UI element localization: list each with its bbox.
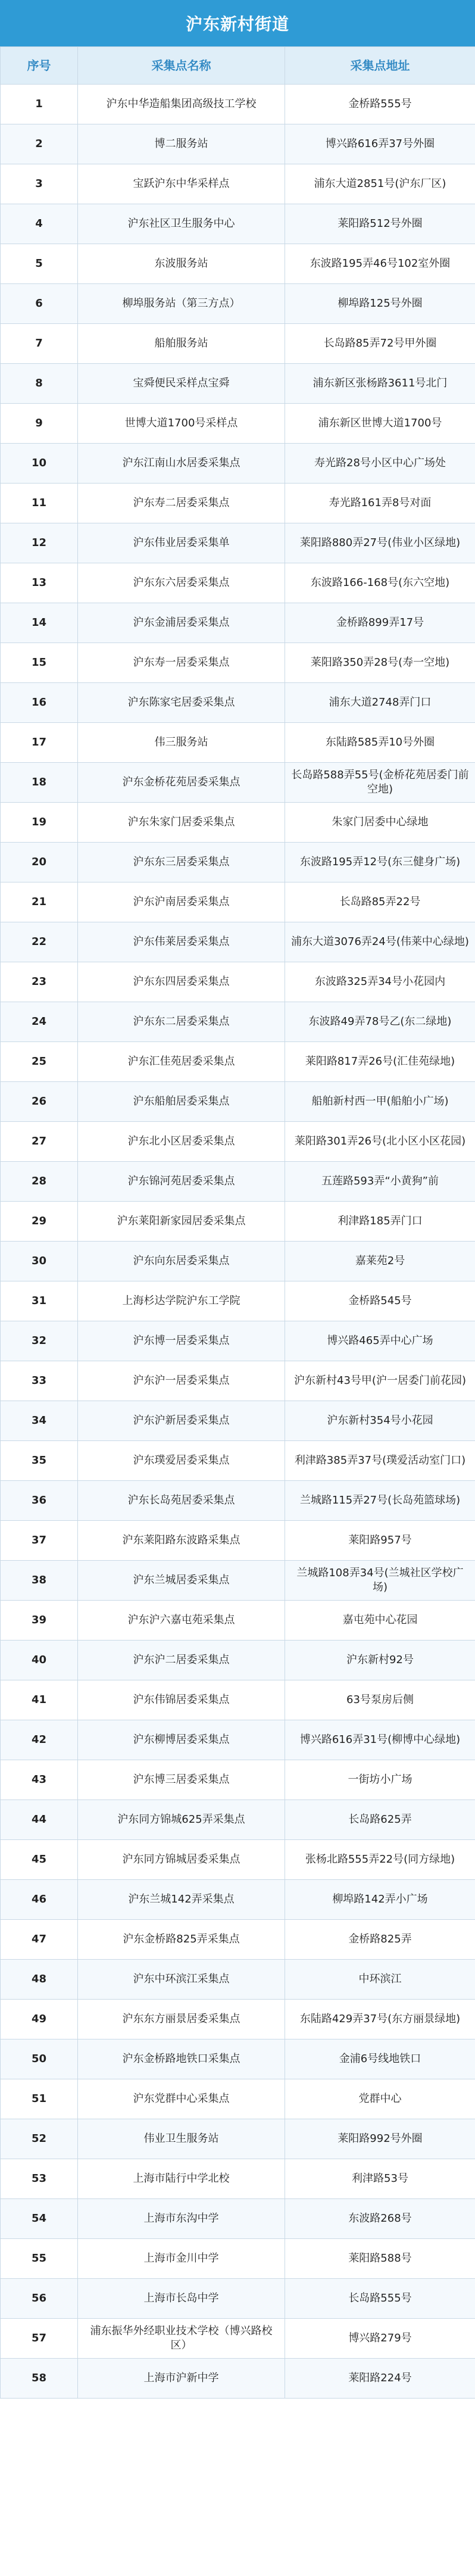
site-address: 东波路195弄46号102室外圈 (285, 244, 475, 284)
site-address: 长岛路555号 (285, 2279, 475, 2319)
table-row (1, 1401, 475, 1441)
table-row (1, 404, 475, 444)
row-number: 45 (1, 1840, 78, 1880)
table-row (1, 1281, 475, 1321)
table-row (1, 1162, 475, 1202)
site-address: 中环滨江 (285, 1960, 475, 2000)
site-name: 沪东沪新居委采集点 (78, 1401, 285, 1441)
site-name: 沪东沪南居委采集点 (78, 882, 285, 922)
row-number: 14 (1, 603, 78, 643)
site-address: 利津路385弄37号(璞爱活动室门口) (285, 1441, 475, 1481)
row-number: 47 (1, 1920, 78, 1960)
row-number: 13 (1, 563, 78, 603)
table-row (1, 164, 475, 204)
site-address: 东波路166-168号(东六空地) (285, 563, 475, 603)
table-row (1, 2119, 475, 2159)
site-name: 沪东博一居委采集点 (78, 1321, 285, 1361)
table-row (1, 1920, 475, 1960)
site-name: 上海杉达学院沪东工学院 (78, 1281, 285, 1321)
site-name: 沪东伟莱居委采集点 (78, 922, 285, 962)
header-site-address: 采集点地址 (285, 47, 475, 85)
site-address: 浦东新区张杨路3611号北门 (285, 364, 475, 404)
site-name: 上海市沪新中学 (78, 2359, 285, 2399)
site-name: 沪东金桥花苑居委采集点 (78, 763, 285, 803)
row-number: 52 (1, 2119, 78, 2159)
site-address: 兰城路108弄34号(兰城社区学校广场) (285, 1561, 475, 1601)
row-number: 30 (1, 1242, 78, 1281)
row-number: 20 (1, 843, 78, 882)
table-row (1, 2000, 475, 2039)
table-row (1, 1521, 475, 1561)
table-row (1, 643, 475, 683)
header-number: 序号 (1, 47, 78, 85)
table-row (1, 1960, 475, 2000)
row-number: 6 (1, 284, 78, 324)
table-row (1, 922, 475, 962)
row-number: 35 (1, 1441, 78, 1481)
row-number: 39 (1, 1601, 78, 1641)
site-name: 沪东船舶居委采集点 (78, 1082, 285, 1122)
table-row (1, 484, 475, 523)
row-number: 27 (1, 1122, 78, 1162)
table-row (1, 882, 475, 922)
row-number: 40 (1, 1641, 78, 1680)
row-number: 18 (1, 763, 78, 803)
header-site-name: 采集点名称 (78, 47, 285, 85)
site-address: 莱阳路880弄27号(伟业小区绿地) (285, 523, 475, 563)
table-row (1, 563, 475, 603)
site-name: 沪东陈家宅居委采集点 (78, 683, 285, 723)
table-row (1, 1561, 475, 1601)
row-number: 10 (1, 444, 78, 484)
site-address: 沪东新村43号甲(沪一居委门前花园) (285, 1361, 475, 1401)
site-address: 嘉屯苑中心花园 (285, 1601, 475, 1641)
row-number: 9 (1, 404, 78, 444)
table-row (1, 1202, 475, 1242)
row-number: 11 (1, 484, 78, 523)
table-row (1, 843, 475, 882)
table-row (1, 1441, 475, 1481)
site-address: 寿光路28号小区中心广场处 (285, 444, 475, 484)
row-number: 26 (1, 1082, 78, 1122)
site-name: 沪东莱阳路东波路采集点 (78, 1521, 285, 1561)
table-body (1, 85, 475, 2399)
site-name: 伟三服务站 (78, 723, 285, 763)
row-number: 55 (1, 2239, 78, 2279)
table-row (1, 1720, 475, 1760)
site-name: 沪东寿一居委采集点 (78, 643, 285, 683)
site-name: 上海市金川中学 (78, 2239, 285, 2279)
site-address: 莱阳路957号 (285, 1521, 475, 1561)
site-address: 长岛路588弄55号(金桥花苑居委门前空地) (285, 763, 475, 803)
row-number: 34 (1, 1401, 78, 1441)
table-row (1, 1122, 475, 1162)
site-name: 沪东沪六嘉屯苑采集点 (78, 1601, 285, 1641)
site-name: 沪东兰城142弄采集点 (78, 1880, 285, 1920)
site-name: 沪东党群中心采集点 (78, 2079, 285, 2119)
site-name: 宝舜便民采样点宝舜 (78, 364, 285, 404)
table-row (1, 962, 475, 1002)
row-number: 49 (1, 2000, 78, 2039)
row-number: 33 (1, 1361, 78, 1401)
table-row (1, 803, 475, 843)
site-address: 金桥路899弄17号 (285, 603, 475, 643)
row-number: 2 (1, 124, 78, 164)
site-address: 莱阳路817弄26号(汇佳苑绿地) (285, 1042, 475, 1082)
row-number: 46 (1, 1880, 78, 1920)
table-row (1, 763, 475, 803)
site-name: 沪东中华造船集团高级技工学校 (78, 85, 285, 124)
table-row (1, 2279, 475, 2319)
row-number: 22 (1, 922, 78, 962)
row-number: 1 (1, 85, 78, 124)
table-row (1, 1880, 475, 1920)
row-number: 36 (1, 1481, 78, 1521)
table-row (1, 1641, 475, 1680)
site-name: 沪东伟锦居委采集点 (78, 1680, 285, 1720)
table-row (1, 1800, 475, 1840)
table-header-row (1, 47, 475, 85)
row-number: 21 (1, 882, 78, 922)
site-address: 柳埠路125号外圈 (285, 284, 475, 324)
site-name: 上海市东沟中学 (78, 2199, 285, 2239)
site-address: 张杨北路555弄22号(同方绿地) (285, 1840, 475, 1880)
site-address: 长岛路85弄22号 (285, 882, 475, 922)
site-address: 沪东新村354号小花园 (285, 1401, 475, 1441)
table-row (1, 1760, 475, 1800)
row-number: 28 (1, 1162, 78, 1202)
site-name: 沪东璞爱居委采集点 (78, 1441, 285, 1481)
row-number: 12 (1, 523, 78, 563)
row-number: 44 (1, 1800, 78, 1840)
site-name: 上海市陆行中学北校 (78, 2159, 285, 2199)
site-name: 沪东寿二居委采集点 (78, 484, 285, 523)
site-address: 莱阳路224号 (285, 2359, 475, 2399)
site-name: 沪东同方锦城625弄采集点 (78, 1800, 285, 1840)
row-number: 31 (1, 1281, 78, 1321)
table-row (1, 1321, 475, 1361)
site-name: 宝跃沪东中华采样点 (78, 164, 285, 204)
table-row (1, 2159, 475, 2199)
site-name: 沪东向东居委采集点 (78, 1242, 285, 1281)
site-address: 莱阳路588号 (285, 2239, 475, 2279)
site-address: 东陆路585弄10号外圈 (285, 723, 475, 763)
table-row (1, 683, 475, 723)
table-row (1, 2239, 475, 2279)
site-address: 柳埠路142弄小广场 (285, 1880, 475, 1920)
site-name: 浦东振华外经职业技术学校（博兴路校区） (78, 2319, 285, 2359)
table-row (1, 1601, 475, 1641)
table-row (1, 2359, 475, 2399)
site-address: 莱阳路301弄26号(北小区小区花园) (285, 1122, 475, 1162)
site-address: 兰城路115弄27号(长岛苑篮球场) (285, 1481, 475, 1521)
table-row (1, 204, 475, 244)
site-name: 沪东东方丽景居委采集点 (78, 2000, 285, 2039)
row-number: 3 (1, 164, 78, 204)
site-address: 沪东新村92号 (285, 1641, 475, 1680)
row-number: 17 (1, 723, 78, 763)
row-number: 38 (1, 1561, 78, 1601)
table-row (1, 1082, 475, 1122)
row-number: 8 (1, 364, 78, 404)
row-number: 19 (1, 803, 78, 843)
site-name: 沪东东三居委采集点 (78, 843, 285, 882)
row-number: 53 (1, 2159, 78, 2199)
table-row (1, 85, 475, 124)
row-number: 54 (1, 2199, 78, 2239)
site-name: 沪东锦河苑居委采集点 (78, 1162, 285, 1202)
site-name: 沪东北小区居委采集点 (78, 1122, 285, 1162)
table-row (1, 1481, 475, 1521)
table-row (1, 1002, 475, 1042)
site-address: 利津路185弄门口 (285, 1202, 475, 1242)
site-name: 沪东东二居委采集点 (78, 1002, 285, 1042)
table-row (1, 284, 475, 324)
site-name: 沪东伟业居委采集单 (78, 523, 285, 563)
site-address: 金桥路545号 (285, 1281, 475, 1321)
site-address: 博兴路616弄31号(柳博中心绿地) (285, 1720, 475, 1760)
site-name: 世博大道1700号采样点 (78, 404, 285, 444)
table-row (1, 523, 475, 563)
row-number: 29 (1, 1202, 78, 1242)
site-address: 东波路268号 (285, 2199, 475, 2239)
table-row (1, 1242, 475, 1281)
site-address: 东陆路429弄37号(东方丽景绿地) (285, 2000, 475, 2039)
site-address: 船舶新村西一甲(船舶小广场) (285, 1082, 475, 1122)
row-number: 56 (1, 2279, 78, 2319)
row-number: 51 (1, 2079, 78, 2119)
row-number: 24 (1, 1002, 78, 1042)
site-address: 一街坊小广场 (285, 1760, 475, 1800)
row-number: 5 (1, 244, 78, 284)
page-title: 沪东新村街道 (0, 0, 475, 46)
row-number: 37 (1, 1521, 78, 1561)
site-name: 沪东长岛苑居委采集点 (78, 1481, 285, 1521)
row-number: 4 (1, 204, 78, 244)
table-row (1, 124, 475, 164)
table-row (1, 364, 475, 404)
table-row (1, 324, 475, 364)
sampling-points-table (0, 46, 475, 2399)
site-name: 东波服务站 (78, 244, 285, 284)
table-row (1, 444, 475, 484)
site-address: 浦东新区世博大道1700号 (285, 404, 475, 444)
site-name: 船舶服务站 (78, 324, 285, 364)
site-address: 党群中心 (285, 2079, 475, 2119)
site-name: 沪东江南山水居委采集点 (78, 444, 285, 484)
table-row (1, 2319, 475, 2359)
row-number: 58 (1, 2359, 78, 2399)
site-name: 沪东兰城居委采集点 (78, 1561, 285, 1601)
site-name: 沪东金桥路825弄采集点 (78, 1920, 285, 1960)
site-name: 沪东金桥路地铁口采集点 (78, 2039, 285, 2079)
site-name: 沪东东四居委采集点 (78, 962, 285, 1002)
table-row (1, 1042, 475, 1082)
row-number: 57 (1, 2319, 78, 2359)
row-number: 48 (1, 1960, 78, 2000)
row-number: 23 (1, 962, 78, 1002)
site-address: 东波路325弄34号小花园内 (285, 962, 475, 1002)
site-address: 莱阳路350弄28号(寿一空地) (285, 643, 475, 683)
row-number: 25 (1, 1042, 78, 1082)
site-name: 上海市长岛中学 (78, 2279, 285, 2319)
site-address: 浦东大道2851号(沪东厂区) (285, 164, 475, 204)
site-address: 五莲路593弄“小黄狗”前 (285, 1162, 475, 1202)
site-name: 柳埠服务站（第三方点） (78, 284, 285, 324)
site-name: 沪东金浦居委采集点 (78, 603, 285, 643)
site-address: 朱家门居委中心绿地 (285, 803, 475, 843)
site-name: 沪东汇佳苑居委采集点 (78, 1042, 285, 1082)
site-address: 寿光路161弄8号对面 (285, 484, 475, 523)
site-address: 金桥路555号 (285, 85, 475, 124)
table-row (1, 723, 475, 763)
site-address: 63号泵房后侧 (285, 1680, 475, 1720)
site-name: 沪东柳博居委采集点 (78, 1720, 285, 1760)
row-number: 15 (1, 643, 78, 683)
site-address: 浦东大道3076弄24号(伟莱中心绿地) (285, 922, 475, 962)
site-name: 沪东莱阳新家园居委采集点 (78, 1202, 285, 1242)
row-number: 16 (1, 683, 78, 723)
site-name: 沪东同方锦城居委采集点 (78, 1840, 285, 1880)
site-name: 博二服务站 (78, 124, 285, 164)
site-address: 长岛路85弄72号甲外圈 (285, 324, 475, 364)
table-row (1, 1361, 475, 1401)
site-name: 伟业卫生服务站 (78, 2119, 285, 2159)
row-number: 50 (1, 2039, 78, 2079)
row-number: 7 (1, 324, 78, 364)
site-address: 东波路195弄12号(东三健身广场) (285, 843, 475, 882)
row-number: 42 (1, 1720, 78, 1760)
site-address: 金浦6号线地铁口 (285, 2039, 475, 2079)
site-address: 长岛路625弄 (285, 1800, 475, 1840)
row-number: 43 (1, 1760, 78, 1800)
site-name: 沪东朱家门居委采集点 (78, 803, 285, 843)
site-name: 沪东中环滨江采集点 (78, 1960, 285, 2000)
table-row (1, 2079, 475, 2119)
table-row (1, 1840, 475, 1880)
site-address: 利津路53号 (285, 2159, 475, 2199)
site-address: 金桥路825弄 (285, 1920, 475, 1960)
site-address: 莱阳路512号外圈 (285, 204, 475, 244)
site-address: 博兴路465弄中心广场 (285, 1321, 475, 1361)
table-row (1, 2199, 475, 2239)
site-address: 东波路49弄78号乙(东二绿地) (285, 1002, 475, 1042)
site-name: 沪东博三居委采集点 (78, 1760, 285, 1800)
site-address: 博兴路279号 (285, 2319, 475, 2359)
row-number: 32 (1, 1321, 78, 1361)
site-address: 浦东大道2748弄门口 (285, 683, 475, 723)
site-address: 博兴路616弄37号外圈 (285, 124, 475, 164)
site-address: 嘉莱苑2号 (285, 1242, 475, 1281)
table-row (1, 603, 475, 643)
table-row (1, 1680, 475, 1720)
site-address: 莱阳路992号外圈 (285, 2119, 475, 2159)
table-row (1, 244, 475, 284)
site-name: 沪东沪二居委采集点 (78, 1641, 285, 1680)
site-name: 沪东东六居委采集点 (78, 563, 285, 603)
site-name: 沪东社区卫生服务中心 (78, 204, 285, 244)
site-name: 沪东沪一居委采集点 (78, 1361, 285, 1401)
row-number: 41 (1, 1680, 78, 1720)
table-row (1, 2039, 475, 2079)
